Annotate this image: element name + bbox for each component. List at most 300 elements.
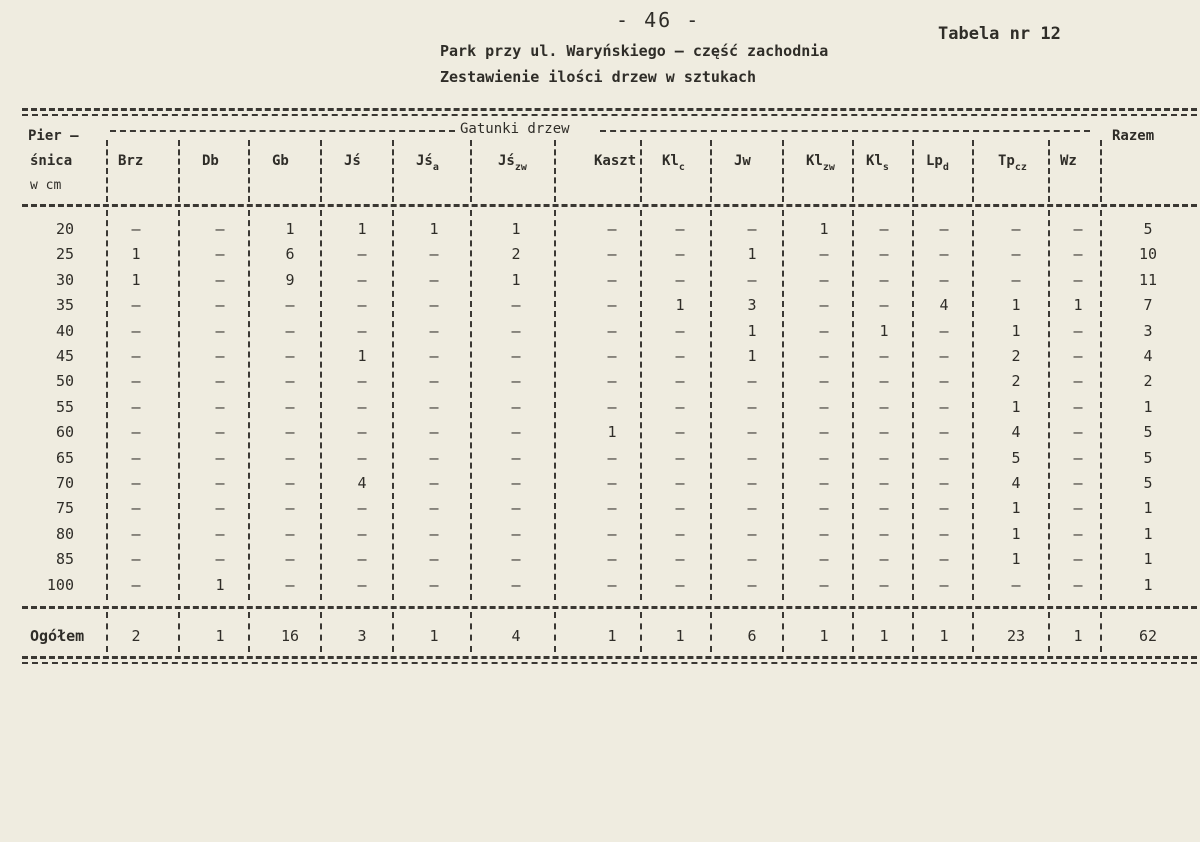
- count-cell: –: [429, 397, 439, 416]
- column-separator: [640, 140, 642, 202]
- row-total-cell: 3: [1143, 321, 1153, 340]
- column-separator: [972, 140, 974, 202]
- column-separator: [392, 612, 394, 652]
- row-total-cell: 1: [1143, 524, 1153, 543]
- count-cell: –: [285, 397, 295, 416]
- count-cell: –: [607, 397, 617, 416]
- count-cell: –: [215, 423, 225, 442]
- count-cell: –: [747, 575, 757, 594]
- count-cell: –: [879, 423, 889, 442]
- total-count-cell: 1: [1073, 627, 1083, 645]
- count-cell: –: [429, 245, 439, 264]
- row-total-cell: 7: [1143, 296, 1153, 315]
- count-cell: –: [819, 296, 829, 315]
- species-header-main: Jś: [416, 153, 433, 169]
- count-cell: –: [819, 474, 829, 492]
- row-total-cell: 5: [1143, 448, 1153, 467]
- count-cell: –: [675, 550, 685, 569]
- count-cell: 3: [747, 296, 757, 315]
- count-cell: –: [819, 448, 829, 467]
- count-cell: –: [215, 347, 225, 365]
- count-cell: –: [357, 499, 367, 518]
- count-cell: –: [131, 575, 141, 594]
- species-header: [498, 153, 527, 173]
- species-header-main: Wz: [1060, 153, 1077, 169]
- bottom-rule: [22, 656, 1197, 659]
- count-cell: 1: [1011, 550, 1021, 569]
- count-cell: –: [607, 372, 617, 391]
- row-total-cell: 2: [1143, 372, 1153, 391]
- count-cell: –: [429, 270, 439, 289]
- count-cell: –: [357, 321, 367, 340]
- count-cell: –: [675, 270, 685, 289]
- count-cell: –: [131, 397, 141, 416]
- column-separator: [320, 210, 322, 600]
- total-count-cell: 1: [939, 627, 949, 645]
- count-cell: 2: [1011, 347, 1021, 365]
- count-cell: –: [215, 550, 225, 569]
- top-rule-inner: [22, 114, 1197, 116]
- count-cell: –: [1011, 220, 1021, 238]
- count-cell: –: [607, 270, 617, 289]
- species-header-subscript: c: [678, 162, 685, 173]
- count-cell: –: [1011, 245, 1021, 264]
- count-cell: –: [939, 524, 949, 543]
- table-subtitle: Zestawienie ilości drzew w sztukach: [440, 68, 757, 86]
- count-cell: –: [879, 397, 889, 416]
- count-cell: –: [675, 524, 685, 543]
- count-cell: –: [1073, 220, 1083, 238]
- count-cell: 1: [675, 296, 685, 315]
- count-cell: –: [511, 474, 521, 492]
- count-cell: –: [879, 575, 889, 594]
- column-separator: [470, 210, 472, 600]
- diameter-cell: 25: [55, 245, 74, 264]
- row-total-cell: 5: [1143, 220, 1153, 238]
- count-cell: 1: [747, 347, 757, 365]
- column-separator: [912, 612, 914, 652]
- column-separator: [470, 612, 472, 652]
- count-cell: –: [1073, 524, 1083, 543]
- column-separator: [1048, 210, 1050, 600]
- count-cell: –: [939, 448, 949, 467]
- count-cell: –: [215, 270, 225, 289]
- species-header-subscript: zw: [822, 162, 835, 173]
- column-separator: [178, 210, 180, 600]
- count-cell: –: [131, 347, 141, 365]
- column-separator: [640, 612, 642, 652]
- count-cell: –: [747, 499, 757, 518]
- column-separator: [1048, 612, 1050, 652]
- column-separator: [912, 140, 914, 202]
- species-header: [272, 153, 289, 169]
- count-cell: –: [429, 347, 439, 365]
- grand-total-cell: 62: [1138, 627, 1158, 645]
- species-header-main: Kl: [866, 153, 883, 169]
- diameter-cell: 20: [55, 220, 74, 238]
- header-bottom-rule: [22, 204, 1197, 207]
- species-header: [806, 153, 835, 173]
- count-cell: 1: [747, 245, 757, 264]
- count-cell: 1: [357, 220, 367, 238]
- count-cell: –: [675, 499, 685, 518]
- count-cell: –: [675, 220, 685, 238]
- count-cell: –: [879, 296, 889, 315]
- count-cell: –: [357, 372, 367, 391]
- count-cell: –: [1011, 575, 1021, 594]
- count-cell: –: [215, 296, 225, 315]
- total-count-cell: 4: [511, 627, 521, 645]
- count-cell: –: [131, 423, 141, 442]
- count-cell: –: [511, 499, 521, 518]
- species-header: [1060, 153, 1077, 169]
- count-cell: 4: [357, 474, 367, 492]
- count-cell: –: [429, 423, 439, 442]
- column-separator: [248, 140, 250, 202]
- count-cell: 4: [1011, 474, 1021, 492]
- count-cell: –: [429, 448, 439, 467]
- count-cell: –: [215, 220, 225, 238]
- count-cell: –: [819, 245, 829, 264]
- column-separator: [640, 210, 642, 600]
- count-cell: 2: [511, 245, 521, 264]
- count-cell: –: [285, 372, 295, 391]
- count-cell: –: [215, 524, 225, 543]
- count-cell: –: [747, 423, 757, 442]
- count-cell: –: [131, 474, 141, 492]
- body-bottom-rule: [22, 606, 1197, 609]
- count-cell: –: [429, 474, 439, 492]
- count-cell: 1: [607, 423, 617, 442]
- species-header-main: Kaszt: [594, 153, 637, 169]
- count-cell: –: [675, 575, 685, 594]
- total-count-cell: 1: [879, 627, 889, 645]
- column-separator: [106, 140, 108, 202]
- column-separator: [392, 140, 394, 202]
- diameter-cell: 80: [55, 524, 74, 543]
- column-separator: [554, 612, 556, 652]
- count-cell: –: [607, 550, 617, 569]
- count-cell: –: [215, 397, 225, 416]
- count-cell: –: [357, 448, 367, 467]
- count-cell: –: [675, 423, 685, 442]
- count-cell: –: [357, 270, 367, 289]
- count-cell: 1: [131, 270, 141, 289]
- count-cell: –: [939, 372, 949, 391]
- column-separator: [782, 210, 784, 600]
- count-cell: –: [357, 575, 367, 594]
- count-cell: –: [429, 499, 439, 518]
- count-cell: –: [607, 347, 617, 365]
- diameter-header-unit: w cm: [30, 178, 62, 193]
- row-total-cell: 5: [1143, 423, 1153, 442]
- count-cell: –: [511, 296, 521, 315]
- row-total-cell: 1: [1143, 397, 1153, 416]
- diameter-cell: 85: [55, 550, 74, 569]
- total-count-cell: 16: [280, 627, 300, 645]
- species-header-main: Kl: [662, 153, 679, 169]
- species-header-main: Jś: [498, 153, 515, 169]
- top-rule: [22, 108, 1197, 111]
- column-separator: [852, 612, 854, 652]
- count-cell: –: [747, 550, 757, 569]
- diameter-cell: 50: [55, 372, 74, 391]
- count-cell: –: [819, 270, 829, 289]
- count-cell: 1: [215, 575, 225, 594]
- table-title: Park przy ul. Waryńskiego – część zachodnia: [440, 42, 829, 60]
- count-cell: –: [1011, 270, 1021, 289]
- count-cell: –: [215, 372, 225, 391]
- species-header-subscript: a: [432, 162, 439, 173]
- total-count-cell: 1: [429, 627, 439, 645]
- column-separator: [178, 612, 180, 652]
- count-cell: –: [285, 321, 295, 340]
- column-separator: [1048, 140, 1050, 202]
- count-cell: –: [607, 220, 617, 238]
- count-cell: –: [357, 296, 367, 315]
- count-cell: –: [429, 296, 439, 315]
- count-cell: –: [939, 575, 949, 594]
- species-header-main: Lp: [926, 153, 943, 169]
- species-header-main: Jś: [344, 153, 361, 169]
- count-cell: –: [511, 550, 521, 569]
- count-cell: –: [879, 245, 889, 264]
- count-cell: –: [879, 270, 889, 289]
- count-cell: –: [1073, 372, 1083, 391]
- column-separator: [710, 612, 712, 652]
- count-cell: –: [939, 245, 949, 264]
- count-cell: –: [607, 575, 617, 594]
- page-number: - 46 -: [616, 8, 701, 32]
- count-cell: –: [607, 499, 617, 518]
- count-cell: –: [675, 347, 685, 365]
- group-rule-left: [110, 130, 455, 132]
- count-cell: –: [747, 372, 757, 391]
- count-cell: –: [131, 372, 141, 391]
- column-separator: [470, 140, 472, 202]
- total-count-cell: 1: [215, 627, 225, 645]
- count-cell: –: [511, 423, 521, 442]
- count-cell: –: [939, 423, 949, 442]
- column-separator: [248, 210, 250, 600]
- count-cell: 1: [357, 347, 367, 365]
- count-cell: –: [285, 550, 295, 569]
- diameter-cell: 45: [55, 347, 74, 365]
- column-separator: [972, 210, 974, 600]
- species-header: [662, 153, 685, 173]
- species-header: [998, 153, 1027, 173]
- species-header-subscript: s: [882, 162, 889, 173]
- species-header: [416, 153, 439, 173]
- count-cell: –: [1073, 575, 1083, 594]
- column-separator: [320, 140, 322, 202]
- total-count-cell: 6: [747, 627, 757, 645]
- count-cell: –: [939, 321, 949, 340]
- diameter-header-line1: Pier –: [28, 128, 79, 144]
- column-separator: [972, 612, 974, 652]
- column-separator: [1100, 140, 1102, 202]
- diameter-header-line2: śnica: [30, 153, 73, 169]
- count-cell: –: [879, 448, 889, 467]
- count-cell: –: [131, 448, 141, 467]
- count-cell: 1: [429, 220, 439, 238]
- count-cell: –: [879, 524, 889, 543]
- count-cell: –: [1073, 270, 1083, 289]
- count-cell: –: [131, 499, 141, 518]
- count-cell: –: [607, 524, 617, 543]
- total-header: Razem: [1112, 128, 1155, 144]
- diameter-cell: 60: [55, 423, 74, 442]
- species-header: [344, 153, 361, 169]
- row-total-cell: 1: [1143, 499, 1153, 518]
- table-reference: Tabela nr 12: [938, 24, 1061, 44]
- total-count-cell: 1: [675, 627, 685, 645]
- count-cell: –: [675, 245, 685, 264]
- count-cell: –: [511, 524, 521, 543]
- count-cell: 1: [1011, 499, 1021, 518]
- count-cell: 4: [1011, 423, 1021, 442]
- bottom-rule-inner: [22, 662, 1197, 664]
- total-count-cell: 1: [819, 627, 829, 645]
- count-cell: –: [285, 347, 295, 365]
- count-cell: 4: [939, 296, 949, 315]
- total-count-cell: 23: [1006, 627, 1026, 645]
- column-separator: [106, 210, 108, 600]
- count-cell: –: [607, 474, 617, 492]
- species-header-main: Db: [202, 153, 219, 169]
- count-cell: 1: [131, 245, 141, 264]
- column-separator: [178, 140, 180, 202]
- count-cell: 1: [1011, 524, 1021, 543]
- count-cell: 1: [1011, 397, 1021, 416]
- count-cell: –: [879, 550, 889, 569]
- column-separator: [392, 210, 394, 600]
- count-cell: –: [819, 575, 829, 594]
- count-cell: –: [675, 372, 685, 391]
- count-cell: 1: [511, 270, 521, 289]
- species-header: [118, 153, 143, 169]
- count-cell: –: [675, 321, 685, 340]
- column-separator: [782, 140, 784, 202]
- count-cell: –: [357, 423, 367, 442]
- count-cell: 1: [285, 220, 295, 238]
- count-cell: –: [131, 321, 141, 340]
- count-cell: –: [879, 372, 889, 391]
- count-cell: –: [819, 423, 829, 442]
- count-cell: –: [511, 448, 521, 467]
- count-cell: –: [511, 321, 521, 340]
- count-cell: –: [511, 575, 521, 594]
- total-count-cell: 3: [357, 627, 367, 645]
- diameter-cell: 100: [46, 575, 74, 594]
- count-cell: 1: [1011, 296, 1021, 315]
- column-separator: [106, 612, 108, 652]
- count-cell: –: [1073, 474, 1083, 492]
- species-header-main: Gb: [272, 153, 289, 169]
- count-cell: –: [939, 220, 949, 238]
- count-cell: –: [285, 575, 295, 594]
- species-group-header: Gatunki drzew: [460, 121, 570, 137]
- diameter-cell: 75: [55, 499, 74, 518]
- count-cell: –: [939, 347, 949, 365]
- count-cell: –: [819, 397, 829, 416]
- species-header-subscript: cz: [1014, 162, 1027, 173]
- count-cell: –: [607, 448, 617, 467]
- count-cell: 1: [879, 321, 889, 340]
- count-cell: 1: [1073, 296, 1083, 315]
- diameter-cell: 65: [55, 448, 74, 467]
- count-cell: –: [675, 474, 685, 492]
- count-cell: –: [285, 423, 295, 442]
- count-cell: 1: [819, 220, 829, 238]
- count-cell: –: [285, 524, 295, 543]
- count-cell: –: [429, 524, 439, 543]
- diameter-cell: 70: [55, 474, 74, 492]
- count-cell: –: [675, 448, 685, 467]
- count-cell: –: [1073, 499, 1083, 518]
- count-cell: –: [939, 270, 949, 289]
- count-cell: –: [1073, 448, 1083, 467]
- count-cell: –: [819, 347, 829, 365]
- species-header-main: Jw: [734, 153, 751, 169]
- column-separator: [320, 612, 322, 652]
- count-cell: –: [747, 524, 757, 543]
- diameter-cell: 40: [55, 321, 74, 340]
- count-cell: –: [879, 347, 889, 365]
- row-total-cell: 11: [1138, 270, 1158, 289]
- count-cell: –: [819, 524, 829, 543]
- count-cell: –: [675, 397, 685, 416]
- count-cell: –: [511, 397, 521, 416]
- count-cell: –: [747, 270, 757, 289]
- count-cell: –: [819, 499, 829, 518]
- group-rule-right: [600, 130, 1090, 132]
- count-cell: –: [939, 474, 949, 492]
- diameter-cell: 35: [55, 296, 74, 315]
- count-cell: –: [215, 499, 225, 518]
- count-cell: –: [879, 499, 889, 518]
- species-header-subscript: zw: [514, 162, 527, 173]
- count-cell: –: [1073, 423, 1083, 442]
- count-cell: –: [879, 220, 889, 238]
- count-cell: –: [285, 474, 295, 492]
- count-cell: 1: [1011, 321, 1021, 340]
- diameter-cell: 55: [55, 397, 74, 416]
- count-cell: –: [1073, 397, 1083, 416]
- row-total-cell: 1: [1143, 550, 1153, 569]
- count-cell: –: [1073, 321, 1083, 340]
- count-cell: –: [747, 397, 757, 416]
- count-cell: –: [939, 550, 949, 569]
- row-total-cell: 5: [1143, 474, 1153, 492]
- count-cell: 1: [747, 321, 757, 340]
- column-separator: [710, 210, 712, 600]
- species-header: [202, 153, 219, 169]
- count-cell: –: [285, 296, 295, 315]
- count-cell: –: [1073, 550, 1083, 569]
- column-separator: [554, 140, 556, 202]
- column-separator: [1100, 612, 1102, 652]
- total-count-cell: 1: [607, 627, 617, 645]
- count-cell: –: [747, 220, 757, 238]
- count-cell: –: [131, 220, 141, 238]
- count-cell: –: [429, 372, 439, 391]
- count-cell: 9: [285, 270, 295, 289]
- column-separator: [852, 140, 854, 202]
- count-cell: –: [747, 448, 757, 467]
- count-cell: –: [357, 397, 367, 416]
- column-separator: [912, 210, 914, 600]
